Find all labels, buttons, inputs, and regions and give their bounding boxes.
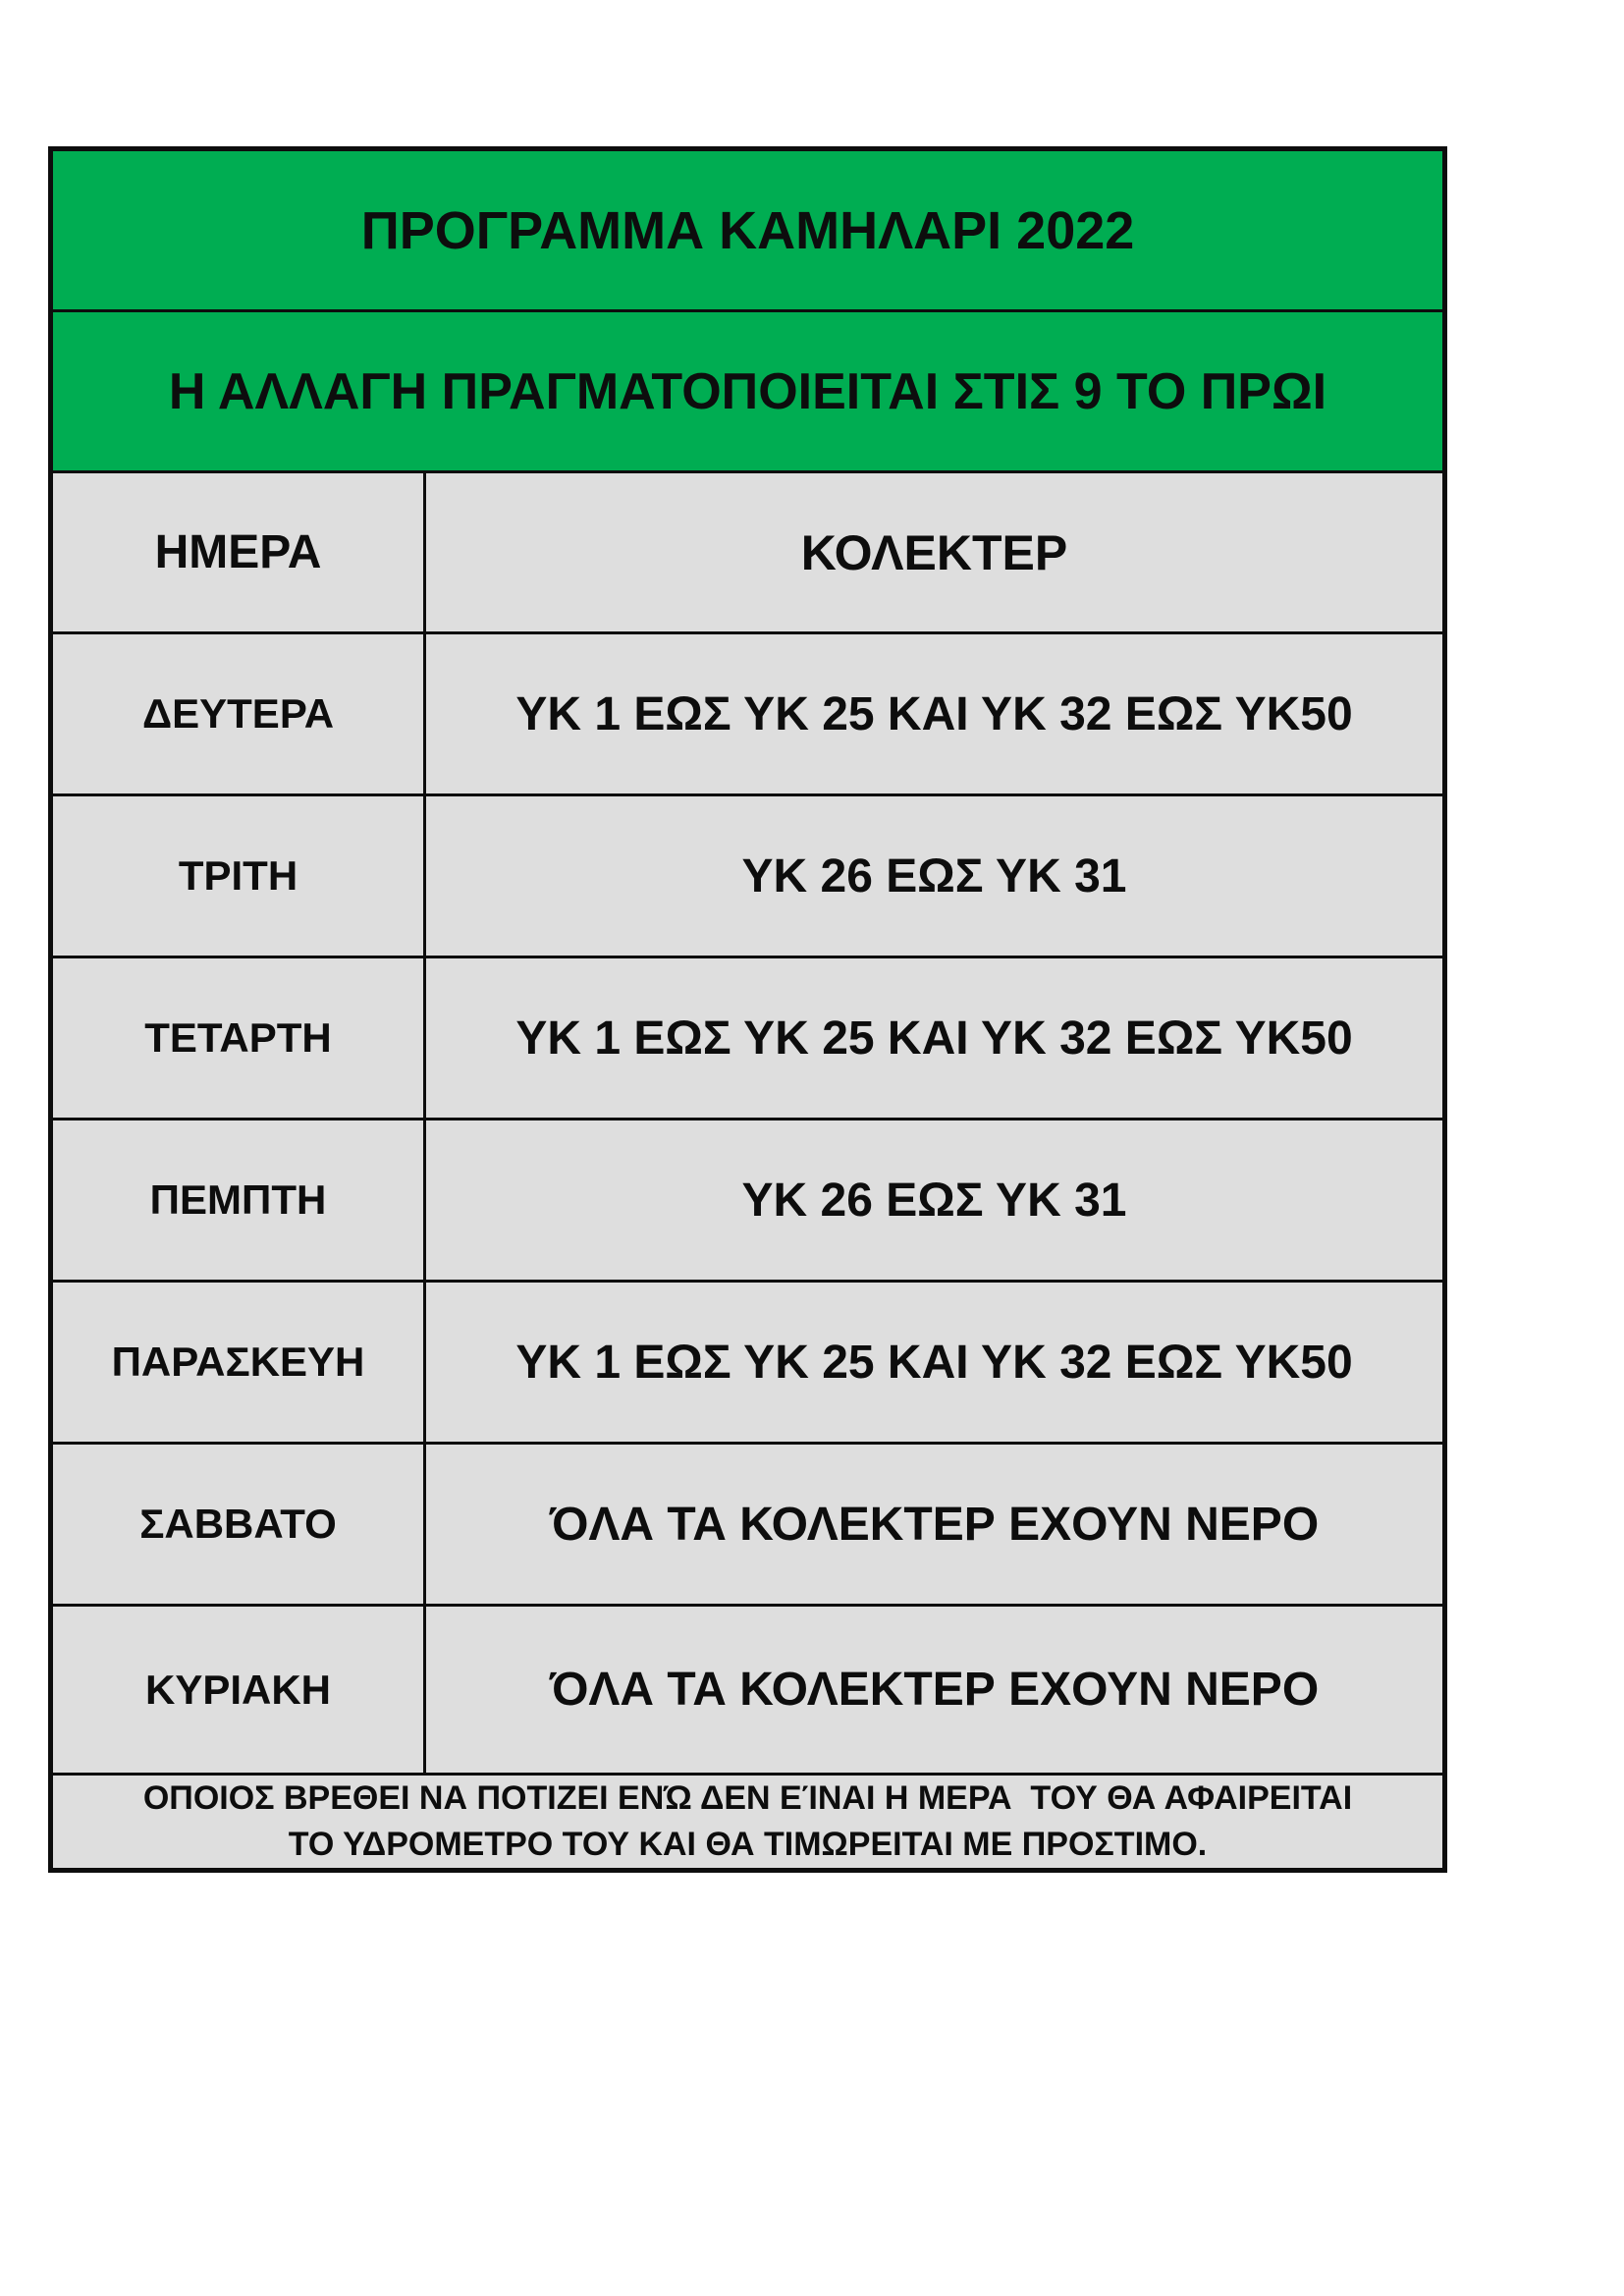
table-row-thursday bbox=[53, 1118, 1442, 1280]
footer-note bbox=[53, 1773, 1442, 1868]
table-row-wednesday bbox=[53, 956, 1442, 1118]
collector-cell: ΥΚ 1 ΕΩΣ ΥΚ 25 ΚΑΙ ΥΚ 32 ΕΩΣ ΥΚ50 bbox=[515, 1011, 1353, 1065]
collector-cell: ΥΚ 1 ΕΩΣ ΥΚ 25 ΚΑΙ ΥΚ 32 ΕΩΣ ΥΚ50 bbox=[515, 687, 1353, 740]
subtitle-row bbox=[53, 309, 1442, 470]
collector-cell: ΥΚ 26 ΕΩΣ ΥΚ 31 bbox=[741, 1174, 1127, 1227]
header-row bbox=[53, 470, 1442, 631]
day-cell: ΠΕΜΠΤΗ bbox=[53, 1121, 426, 1280]
collector-cell: ΥΚ 1 ΕΩΣ ΥΚ 25 ΚΑΙ ΥΚ 32 ΕΩΣ ΥΚ50 bbox=[515, 1336, 1353, 1389]
collector-cell: ΌΛΑ ΤΑ ΚΟΛΕΚΤΕΡ ΕΧΟΥΝ ΝΕΡΟ bbox=[549, 1664, 1320, 1716]
day-cell: ΣΑΒΒΑΤΟ bbox=[53, 1445, 426, 1604]
day-cell: ΤΕΤΑΡΤΗ bbox=[53, 958, 426, 1118]
table-row-friday bbox=[53, 1280, 1442, 1442]
column-header-collector: ΚΟΛΕΚΤΕΡ bbox=[800, 524, 1068, 580]
day-cell: ΤΡΙΤΗ bbox=[53, 796, 426, 956]
table-row-monday bbox=[53, 631, 1442, 793]
day-cell: ΚΥΡΙΑΚΗ bbox=[53, 1607, 426, 1773]
footer-line-1: ΟΠΟΙΟΣ ΒΡΕΘΕΙ ΝΑ ΠΟΤΙΖΕΙ ΕΝΏ ΔΕΝ ΕΊΝΑΙ Η ΜΕΡΑ ΤΟΥ ΘΑ ΑΦΑΙΡΕΙΤΑΙ bbox=[142, 1779, 1353, 1817]
page-subtitle: Η ΑΛΛΑΓΗ ΠΡΑΓΜΑΤΟΠΟΙΕΙΤΑΙ ΣΤΙΣ 9 ΤΟ ΠΡΩΙ bbox=[168, 362, 1327, 420]
column-header-day: ΗΜΕΡΑ bbox=[53, 473, 426, 631]
title-row bbox=[53, 151, 1442, 309]
table-row-sunday bbox=[53, 1604, 1442, 1773]
table-row-saturday bbox=[53, 1442, 1442, 1604]
schedule-table bbox=[48, 146, 1447, 1873]
footer-line-2: ΤΟ ΥΔΡΟΜΕΤΡΟ ΤΟΥ ΚΑΙ ΘΑ ΤΙΜΩΡΕΙΤΑΙ ΜΕ ΠΡΟΣΤΙΜΟ. bbox=[288, 1826, 1208, 1863]
page-title: ΠΡΟΓΡΑΜΜΑ ΚΑΜΗΛΑΡΙ 2022 bbox=[360, 200, 1135, 260]
day-cell: ΠΑΡΑΣΚΕΥΗ bbox=[53, 1283, 426, 1442]
collector-cell: ΥΚ 26 ΕΩΣ ΥΚ 31 bbox=[741, 849, 1127, 902]
collector-cell: ΌΛΑ ΤΑ ΚΟΛΕΚΤΕΡ ΕΧΟΥΝ ΝΕΡΟ bbox=[549, 1498, 1320, 1551]
day-cell: ΔΕΥΤΕΡΑ bbox=[53, 634, 426, 793]
table-row-tuesday bbox=[53, 793, 1442, 956]
